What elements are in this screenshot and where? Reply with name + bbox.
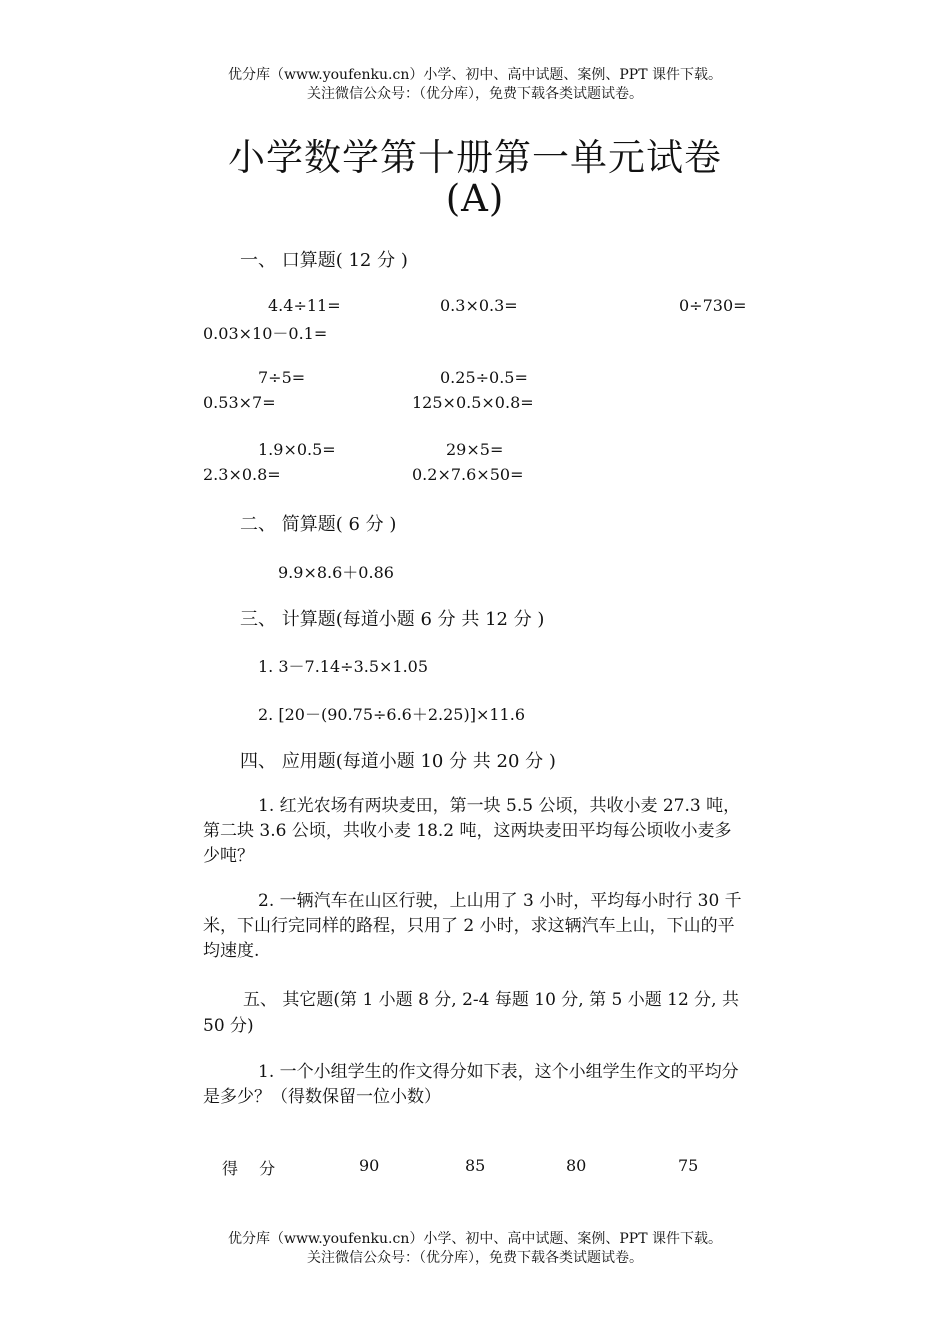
- score-cell: 75: [678, 1156, 699, 1175]
- oral-item-2: 0.3×0.3=: [440, 296, 518, 315]
- calc-item-2: 2. [20－(90.75÷6.6＋2.25)]×11.6: [258, 705, 525, 724]
- other-problem-1: 1. 一个小组学生的作文得分如下表，这个小组学生作文的平均分是多少？（得数保留一位小数）: [203, 1062, 739, 1107]
- section-3-heading: 三、 计算题(每道小题 6 分 共 12 分 ): [240, 609, 545, 630]
- oral-item-7: 0.53×7=: [203, 393, 276, 412]
- oral-item-4: 0.03×10－0.1=: [203, 324, 328, 343]
- oral-item-9: 1.9×0.5=: [258, 440, 336, 459]
- footer-line-2: 关注微信公众号：（优分库），免费下载各类试题试卷。: [307, 1250, 643, 1266]
- word-problem-1: 1. 红光农场有两块麦田，第一块 5.5 公顷，共收小麦 27.3 吨，第二块 3.6 公顷，共收小麦 18.2 吨，这两块麦田平均每公顷收小麦多少吨？: [203, 796, 741, 866]
- section-5-heading: 五、 其它题(第 1 小题 8 分, 2-4 每题 10 分, 第 5 小题 12 分, 共 50 分): [203, 990, 739, 1036]
- section-4-heading: 四、 应用题(每道小题 10 分 共 20 分 ): [240, 751, 556, 772]
- calc-item-1: 1. 3－7.14÷3.5×1.05: [258, 657, 429, 676]
- page-title: 小学数学第十册第一单元试卷: [228, 136, 722, 179]
- section-1-heading: 一、 口算题( 12 分 ): [240, 250, 408, 271]
- oral-item-1: 4.4÷11=: [268, 296, 341, 315]
- score-cell: 90: [359, 1156, 380, 1175]
- oral-item-12: 0.2×7.6×50=: [412, 465, 524, 484]
- header-line-1: 优分库（www.youfenku.cn）小学、初中、高中试题、案例、PPT 课件下载。: [227, 67, 722, 83]
- oral-item-8: 125×0.5×0.8=: [412, 393, 534, 412]
- page-subtitle: (A): [445, 177, 505, 220]
- oral-item-5: 7÷5=: [258, 368, 306, 387]
- score-cell: 85: [465, 1156, 486, 1175]
- header-line-2: 关注微信公众号：（优分库），免费下载各类试题试卷。: [307, 86, 643, 102]
- simplify-item-1: 9.9×8.6＋0.86: [278, 563, 394, 582]
- score-table-label: 得 分: [222, 1159, 276, 1178]
- footer-line-1: 优分库（www.youfenku.cn）小学、初中、高中试题、案例、PPT 课件下载。: [227, 1231, 722, 1247]
- oral-item-10: 29×5=: [446, 440, 504, 459]
- oral-item-3: 0÷730=: [679, 296, 747, 315]
- oral-item-11: 2.3×0.8=: [203, 465, 281, 484]
- section-2-heading: 二、 简算题( 6 分 ): [240, 514, 397, 535]
- oral-item-6: 0.25÷0.5=: [440, 368, 528, 387]
- score-cell: 80: [566, 1156, 587, 1175]
- word-problem-2: 2. 一辆汽车在山区行驶，上山用了 3 小时，平均每小时行 30 千米，下山行完同样的路程，只用了 2 小时，求这辆汽车上山，下山的平均速度.: [203, 891, 742, 961]
